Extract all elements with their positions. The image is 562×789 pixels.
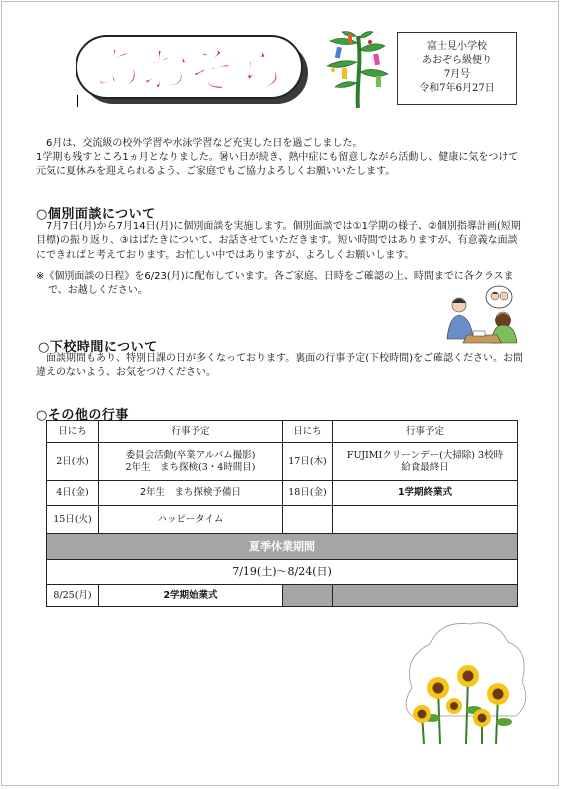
event-date: 2日(水) bbox=[47, 443, 99, 481]
empty-cell bbox=[333, 506, 518, 534]
table-row bbox=[47, 481, 518, 506]
newsletter-name: あおぞら級便り bbox=[422, 55, 492, 66]
title-divider bbox=[77, 95, 78, 107]
event-date: 8/25(月) bbox=[47, 585, 99, 607]
event-text: 2年生 まち探検予備日 bbox=[99, 481, 283, 506]
col-header-event: 行事予定 bbox=[99, 421, 283, 443]
event-date: 18日(金) bbox=[283, 481, 333, 506]
event-text: 1学期終業式 bbox=[333, 481, 518, 506]
aozora-title-logo bbox=[76, 34, 312, 106]
intro-line-1: 6月は、交流級の校外学習や水泳学習など充実した日を過ごしました。 bbox=[46, 138, 363, 149]
event-date: 4日(金) bbox=[47, 481, 99, 506]
interview-note: ※《個別面談の日程》を6/23(月)に配布しています。各ご家庭、日時をご確認の上、時間までに各クラスまで、お越しください。 bbox=[36, 271, 514, 297]
summer-break-row bbox=[47, 534, 518, 560]
table-row bbox=[47, 585, 518, 607]
dismissal-body: 面談期間もあり、特別日課の日が多くなっております。裏面の行事予定(下校時間)をご確認ください。お間違えのないよう、お気をつけください。 bbox=[36, 353, 524, 379]
col-header-date: 日にち bbox=[47, 421, 99, 443]
summer-range-row bbox=[47, 560, 518, 585]
event-cell bbox=[333, 443, 518, 481]
event-text: 2学期始業式 bbox=[99, 585, 283, 607]
issue-label: 7月号 bbox=[443, 69, 471, 80]
summer-break-range: 7/19(土)〜8/24(日) bbox=[47, 560, 518, 585]
event-date: 17日(木) bbox=[283, 443, 333, 481]
event-date: 15日(火) bbox=[47, 506, 99, 534]
school-name: 富士見小学校 bbox=[427, 41, 487, 52]
parent-teacher-meeting-illustration bbox=[437, 283, 525, 345]
table-header-row bbox=[47, 421, 518, 443]
col-header-date-2: 日にち bbox=[283, 421, 333, 443]
dismissal-heading: ○下校時間について bbox=[38, 340, 158, 355]
intro-line-2: 1学期も残すところ1ヵ月となりました。暑い日が続き、熱中症にも留意しながら活動し、健康に気をつけて元気に夏休みを迎えられるよう、ご家庭でもご協力よろしくお願いいたします。 bbox=[36, 152, 519, 178]
shaded-cell bbox=[333, 585, 518, 607]
newsletter-info-box bbox=[397, 32, 517, 105]
logo-text: あおぞら bbox=[92, 42, 286, 98]
issue-date: 令和7年6月27日 bbox=[419, 83, 495, 94]
interview-body: 7月7日(月)から7月14日(月)に個別面談を実施します。個別面談では①1学期の様子、②個別指導計画(短期目標)の振り返り、③はばたきについて、お話させていただきます。短い時間ではありますが、有意義な面談にできればと考えております。お忙しい中ではありますが、よろしくお願いします。 bbox=[36, 221, 521, 261]
sunflower-illustration bbox=[398, 618, 528, 746]
event-text: 2年生 まち探検(3・4時間目) bbox=[125, 461, 256, 473]
interview-heading: ○個別面談について bbox=[36, 207, 156, 222]
event-text: ハッピータイム bbox=[99, 506, 283, 534]
empty-cell bbox=[283, 506, 333, 534]
events-heading: ○その他の行事 bbox=[36, 408, 129, 423]
col-header-event-2: 行事予定 bbox=[333, 421, 518, 443]
tanabata-bamboo-illustration bbox=[318, 28, 392, 110]
events-table bbox=[46, 420, 518, 607]
event-cell bbox=[99, 443, 283, 481]
summer-break-label: 夏季休業期間 bbox=[47, 534, 518, 560]
event-text: FUJIMIクリーンデー(大掃除) 3校時 bbox=[346, 449, 504, 461]
table-row bbox=[47, 506, 518, 534]
event-text: 給食最終日 bbox=[401, 461, 449, 473]
shaded-cell bbox=[283, 585, 333, 607]
table-row bbox=[47, 443, 518, 481]
event-text: 委員会活動(卒業アルバム撮影) bbox=[125, 449, 256, 461]
